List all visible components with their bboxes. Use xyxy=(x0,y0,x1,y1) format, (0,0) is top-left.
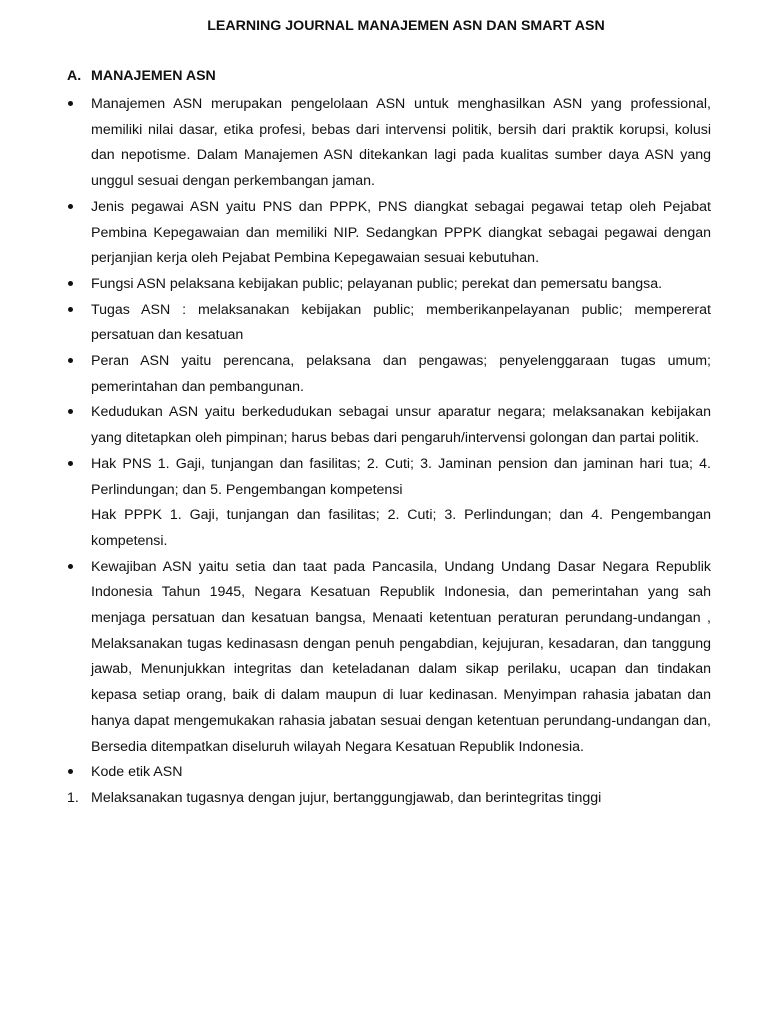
section-title: MANAJEMEN ASN xyxy=(91,68,216,84)
list-item-subtext: Hak PPPK 1. Gaji, tunjangan dan fasilitas; 2. Cuti; 3. Perlindungan; dan 4. Pengembangan kompetensi. xyxy=(91,507,711,549)
item-number: 1. xyxy=(67,789,79,806)
list-item xyxy=(67,298,711,349)
bullet-icon xyxy=(68,769,73,774)
section-heading xyxy=(67,66,216,86)
section-letter: A. xyxy=(67,68,82,84)
list-item-text: Jenis pegawai ASN yaitu PNS dan PPPK, PNS diangkat sebagai pegawai tetap oleh Pejabat Pembina Kepegawaian dan memiliki NIP. Sedangkan PPPK diangkat sebagai pegawai dengan perjanjian kerja oleh Pejabat Pembina Kepegawaian sesuai kebutuhan. xyxy=(91,198,711,267)
bullet-icon xyxy=(68,461,73,466)
bullet-icon xyxy=(68,409,73,414)
bullet-icon xyxy=(68,101,73,106)
list-item-text: Hak PNS 1. Gaji, tunjangan dan fasilitas; 2. Cuti; 3. Jaminan pension dan jaminan hari tua; 4. Perlindungan; dan 5. Pengembangan kompetensi xyxy=(91,455,711,498)
list-item xyxy=(67,349,711,400)
bullet-icon xyxy=(68,307,73,312)
list-item xyxy=(67,272,711,298)
bullet-icon xyxy=(68,204,73,209)
document-title: LEARNING JOURNAL MANAJEMEN ASN DAN SMART ASN xyxy=(207,18,605,34)
numbered-item-text: Melaksanakan tugasnya dengan jujur, bertanggungjawab, dan berintegritas tinggi xyxy=(91,789,602,806)
list-item-text: Tugas ASN : melaksanakan kebijakan public; memberikanpelayanan public; mempererat persatuan dan kesatuan xyxy=(91,301,711,344)
list-item-text: Fungsi ASN pelaksana kebijakan public; pelayanan public; perekat dan pemersatu bangsa. xyxy=(91,275,663,292)
numbered-item xyxy=(67,786,711,812)
list-item xyxy=(67,195,711,272)
list-item xyxy=(67,400,711,451)
list-item xyxy=(67,760,711,786)
list-item-text: Kode etik ASN xyxy=(91,764,183,781)
list-item-text: Kewajiban ASN yaitu setia dan taat pada Pancasila, Undang Undang Dasar Negara Republik Indonesia Tahun 1945, Negara Kesatuan Republik Indonesia, dan pemerintahan yang sah menjaga persatuan dan kesatuan bangsa, Menaati ketentuan peraturan perundang-undangan , Melaksanakan tugas kedinasasn dengan penuh pengabdian, kejujuran, kesadaran, dan tanggung jawab, Menunjukkan integritas dan keteladanan dalam sikap perilaku, ucapan dan tindakan kepasa setiap orang, baik di dalam maupun di luar kedinasan. Menyimpan rahasia jabatan dan hanya dapat mengemukakan rahasia jabatan sesuai dengan ketentuan perundang-undangan dan, Bersedia ditempatkan diseluruh wilayah Negara Kesatuan Republik Indonesia. xyxy=(91,558,711,755)
list-item xyxy=(67,452,711,555)
list-item-text: Kedudukan ASN yaitu berkedudukan sebagai unsur aparatur negara; melaksanakan kebijakan yang ditetapkan oleh pimpinan; harus bebas dari pengaruh/intervensi golongan dan partai politik. xyxy=(91,404,711,447)
bullet-icon xyxy=(68,281,73,286)
list-item-text: Manajemen ASN merupakan pengelolaan ASN untuk menghasilkan ASN yang professional, memiliki nilai dasar, etika profesi, bebas dari intervensi politik, bersih dari praktik korupsi, kolusi dan nepotisme. Dalam Manajemen ASN ditekankan lagi pada kualitas sumber daya ASN yang unggul sesuai dengan perkembangan jaman. xyxy=(91,96,711,190)
list-item-text: Peran ASN yaitu perencana, pelaksana dan pengawas; penyelenggaraan tugas umum; pemerintahan dan pembangunan. xyxy=(91,353,711,395)
list-item xyxy=(67,555,711,761)
bullet-icon xyxy=(68,358,73,363)
bullet-icon xyxy=(68,564,73,569)
list-item xyxy=(67,92,711,195)
bullet-list xyxy=(67,92,711,812)
